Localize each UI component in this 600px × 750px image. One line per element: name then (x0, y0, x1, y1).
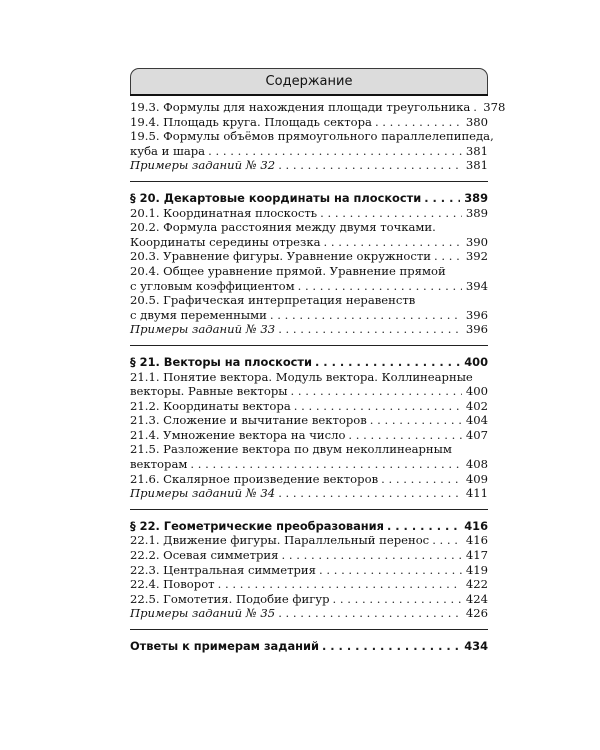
toc-entry-title: Ответы к примерам заданий (130, 639, 319, 653)
toc-examples-entry (130, 606, 488, 621)
page-number: 389 (464, 190, 488, 205)
toc-entry-text-line: 21.1. Понятие вектора. Модуль вектора. Коллинеарные (130, 369, 473, 384)
toc-heading (130, 191, 488, 206)
page-number: 424 (465, 591, 488, 606)
toc-entry-line (130, 563, 488, 578)
toc-entry (130, 249, 488, 264)
page-number: 416 (464, 518, 488, 533)
page-number: 416 (465, 533, 488, 548)
page-number: 404 (465, 413, 488, 428)
page-number: 422 (465, 577, 488, 592)
toc-entry (130, 563, 488, 578)
toc-entry (130, 413, 488, 428)
toc-entry-title: 21.3. Сложение и вычитание векторов (130, 413, 367, 428)
page-number: 419 (465, 562, 488, 577)
toc-entry-line (130, 249, 488, 264)
toc-entry-title: 21.4. Умножение вектора на число (130, 427, 346, 442)
page-header-title: Содержание (265, 74, 353, 89)
dot-leader (278, 606, 462, 621)
toc-entry-title: 22.1. Движение фигуры. Параллельный перенос (130, 533, 430, 548)
dot-leader (315, 355, 460, 370)
toc-entry-title: 22.5. Гомотетия. Подобие фигур (130, 591, 330, 606)
toc-entry-line (130, 100, 506, 115)
dot-leader (333, 592, 462, 607)
toc-entry-title: 22.2. Осевая симметрия (130, 548, 279, 563)
toc-entry (130, 548, 488, 563)
toc-entry (130, 115, 488, 130)
toc-entry-line (130, 206, 488, 221)
toc-entry-title: § 20. Декартовые координаты на плоскости (130, 190, 422, 205)
toc-entry-title: 19.4. Площадь круга. Площадь сектора (130, 114, 372, 129)
page-header (130, 68, 488, 94)
toc-entry (130, 129, 494, 158)
toc-entry-title: 22.4. Поворот (130, 577, 215, 592)
toc-examples-entry (130, 486, 488, 501)
dot-leader (424, 191, 460, 206)
toc-entry-title: Примеры заданий № 34 (130, 486, 276, 501)
toc-entry-line (130, 533, 488, 548)
toc-entry (130, 293, 488, 322)
toc-entry (130, 264, 488, 293)
toc-section (130, 519, 488, 621)
page-number: 400 (465, 384, 488, 399)
toc-section (130, 191, 488, 337)
toc-entry-line (130, 322, 488, 337)
section-divider (130, 509, 488, 510)
toc-entry-line (130, 308, 488, 323)
toc-entry-title: векторам (130, 457, 188, 472)
toc-entry-text-line: 20.4. Общее уравнение прямой. Уравнение прямой (130, 263, 446, 278)
dot-leader (190, 457, 461, 472)
toc-entry-title: куба и шара (130, 143, 206, 158)
page-number: 400 (464, 354, 488, 369)
dot-leader (381, 472, 462, 487)
page-number: 417 (465, 548, 488, 563)
toc-entry-text-line: 20.5. Графическая интерпретация неравенств (130, 293, 416, 308)
toc-entry-text-line: 20.2. Формула расстояния между двумя точками. (130, 220, 436, 235)
dot-leader (319, 563, 462, 578)
toc-entry-title: 21.2. Координаты вектора (130, 398, 291, 413)
page-number: 381 (465, 158, 488, 173)
toc-section (130, 355, 488, 501)
dot-leader (294, 399, 462, 414)
toc-entry (130, 206, 488, 221)
page-number: 378 (483, 100, 506, 114)
toc-entry-line (130, 384, 488, 399)
toc-entry-line (130, 144, 488, 159)
toc-entry-title: Координаты середины отрезка (130, 234, 321, 249)
page-number: 402 (465, 398, 488, 413)
toc-section (130, 639, 488, 654)
toc-entry-text-line: 19.5. Формулы объёмов прямоугольного параллелепипеда, (130, 129, 494, 144)
toc-heading (130, 519, 488, 534)
toc-entry (130, 472, 488, 487)
toc-entry-line (130, 428, 488, 443)
toc-entry-line (130, 413, 488, 428)
dot-leader (434, 249, 462, 264)
header-rule (130, 94, 488, 96)
toc-entry-line (130, 548, 488, 563)
toc-entry-line (130, 355, 488, 370)
dot-leader (208, 144, 462, 159)
page-number: 396 (465, 322, 488, 337)
dot-leader (387, 519, 460, 534)
toc-entry-title: 20.1. Координатная плоскость (130, 205, 318, 220)
dot-leader (473, 100, 479, 115)
table-of-contents (130, 100, 506, 654)
toc-entry (130, 442, 488, 471)
toc-entry-line (130, 519, 488, 534)
toc-entry-title: Примеры заданий № 33 (130, 322, 276, 337)
toc-entry-title: Примеры заданий № 32 (130, 158, 276, 173)
toc-entry-title: 21.6. Скалярное произведение векторов (130, 471, 379, 486)
dot-leader (278, 322, 462, 337)
dot-leader (298, 279, 462, 294)
page-number: 394 (465, 278, 488, 293)
dot-leader (375, 115, 462, 130)
toc-entry-title: § 22. Геометрические преобразования (130, 518, 384, 533)
toc-entry (130, 399, 488, 414)
toc-entry (130, 220, 488, 249)
toc-entry-line (130, 191, 488, 206)
section-divider (130, 345, 488, 346)
page-number: 426 (465, 606, 488, 621)
dot-leader (278, 158, 462, 173)
dot-leader (290, 384, 461, 399)
page-number: 392 (465, 249, 488, 264)
toc-examples-entry (130, 322, 488, 337)
dot-leader (320, 206, 462, 221)
toc-entry (130, 428, 488, 443)
toc-entry-line (130, 399, 488, 414)
toc-entry (130, 577, 488, 592)
page-number: 389 (465, 205, 488, 220)
dot-leader (324, 235, 462, 250)
page-number: 407 (465, 427, 488, 442)
toc-entry-title: 20.3. Уравнение фигуры. Уравнение окружности (130, 249, 432, 264)
dot-leader (322, 639, 460, 654)
toc-entry-title: § 21. Векторы на плоскости (130, 354, 312, 369)
dot-leader (278, 486, 462, 501)
page-number: 381 (465, 143, 488, 158)
toc-entry-line (130, 235, 488, 250)
toc-entry (130, 533, 488, 548)
dot-leader (348, 428, 461, 443)
toc-entry-line (130, 592, 488, 607)
dot-leader (370, 413, 462, 428)
toc-entry-text-line: 21.5. Разложение вектора по двум неколлинеарным (130, 442, 452, 457)
toc-section (130, 100, 506, 173)
toc-heading (130, 355, 488, 370)
toc-entry (130, 100, 506, 115)
toc-entry (130, 592, 488, 607)
dot-leader (218, 577, 462, 592)
page-number: 390 (465, 234, 488, 249)
toc-entry-title: Примеры заданий № 35 (130, 606, 276, 621)
toc-heading (130, 639, 488, 654)
toc-entry-line (130, 606, 488, 621)
page-number: 434 (464, 639, 488, 653)
page-number: 396 (465, 307, 488, 322)
toc-entry-line (130, 279, 488, 294)
toc-entry-title: с угловым коэффициентом (130, 278, 295, 293)
page-number: 380 (465, 114, 488, 129)
toc-entry-title: 22.3. Центральная симметрия (130, 562, 316, 577)
dot-leader (281, 548, 461, 563)
page-number: 411 (465, 486, 488, 501)
toc-entry-title: векторы. Равные векторы (130, 384, 288, 399)
toc-entry-title: с двумя переменными (130, 307, 267, 322)
toc-examples-entry (130, 158, 488, 173)
toc-entry-line (130, 577, 488, 592)
page-number: 408 (465, 457, 488, 472)
dot-leader (270, 308, 462, 323)
section-divider (130, 629, 488, 630)
toc-entry-line (130, 115, 488, 130)
section-divider (130, 181, 488, 182)
toc-entry (130, 370, 488, 399)
toc-entry-line (130, 486, 488, 501)
toc-entry-line (130, 639, 488, 654)
toc-entry-line (130, 472, 488, 487)
page-number: 409 (465, 471, 488, 486)
toc-entry-title: 19.3. Формулы для нахождения площади треугольника (130, 100, 471, 114)
toc-entry-line (130, 457, 488, 472)
dot-leader (432, 533, 462, 548)
toc-entry-line (130, 158, 488, 173)
